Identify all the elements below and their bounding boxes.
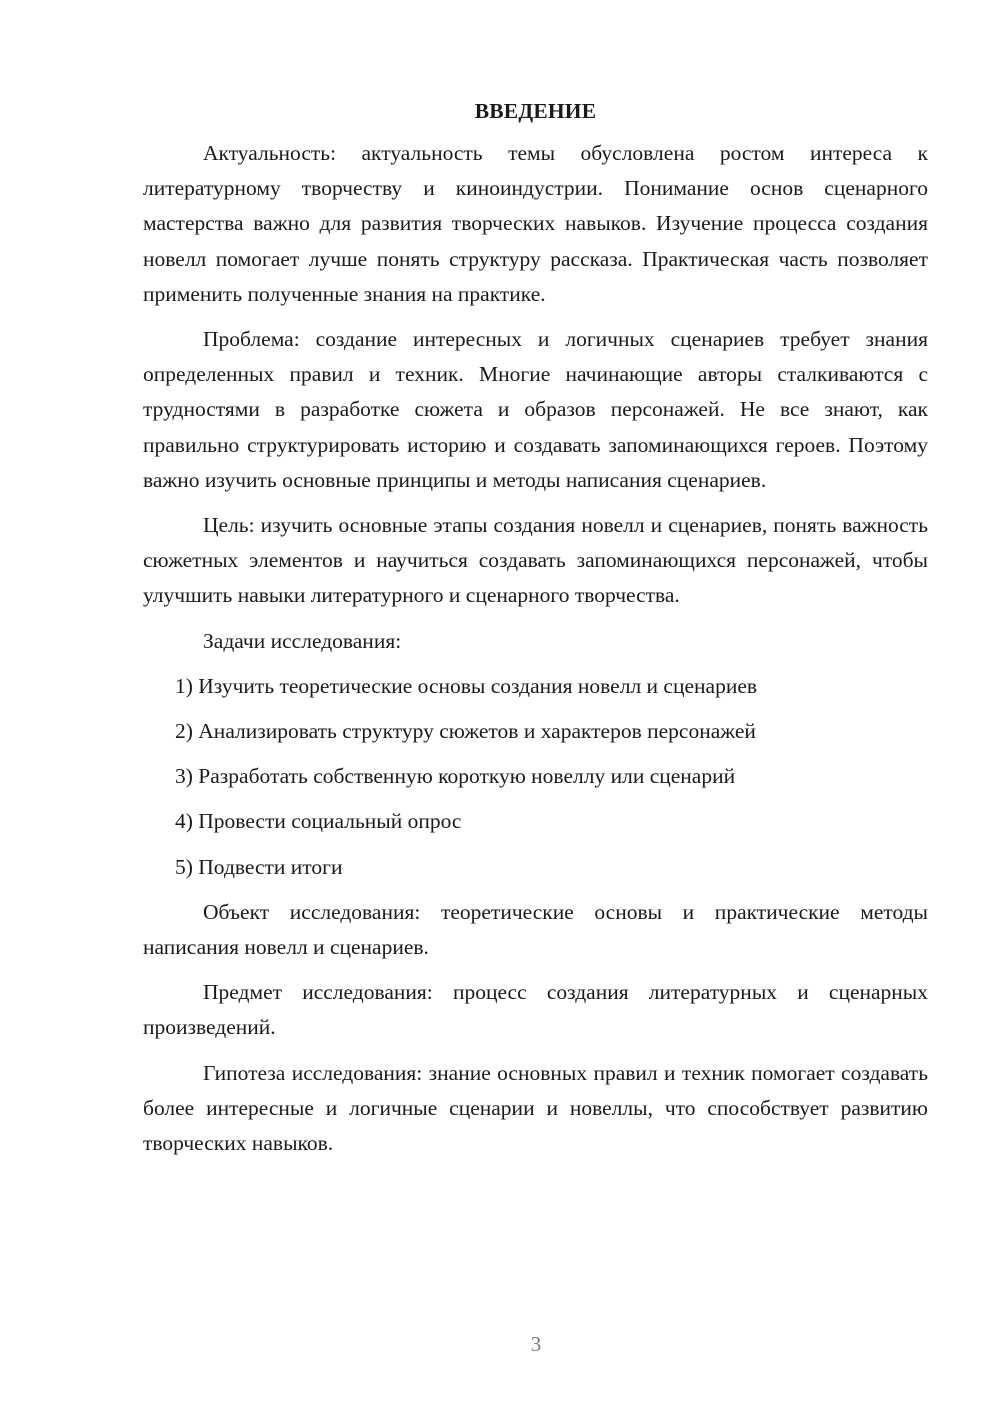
list-item: 4) Провести социальный опрос — [175, 809, 462, 834]
list-item: 1) Изучить теоретические основы создания новелл и сценариев — [175, 673, 758, 698]
page-content — [143, 96, 928, 1171]
paragraph-hypothesis: Гипотеза исследования: знание основных правил и техник помогает создавать более интересные и логичные сценарии и новеллы, что способствует развитию творческих навыков. — [143, 1060, 928, 1156]
list-item: 2) Анализировать структуру сюжетов и характеров персонажей — [175, 719, 756, 744]
page-number: 3 — [530, 1332, 542, 1356]
section-title: ВВЕДЕНИЕ — [474, 99, 597, 123]
paragraph-goal: Цель: изучить основные этапы создания новелл и сценариев, понять важность сюжетных элементов и научиться создавать запоминающихся персонажей, чтобы улучшить навыки литературного и сценарного творчества. — [143, 513, 928, 608]
paragraph-relevance: Актуальность: актуальность темы обусловлена ростом интереса к литературному творчеству и киноиндустрии. Понимание основ сценарного мастерства важно для развития творческих навыков. Изучение процесса создания новелл помогает лучше понять структуру рассказа. Практическая часть позволяет применить полученные знания на практике. — [143, 141, 928, 306]
paragraph-problem: Проблема: создание интересных и логичных сценариев требует знания определенных правил и техник. Многие начинающие авторы сталкиваются с трудностями в разработке сюжета и образов персонажей. Не все знают, как правильно структурировать историю и создавать запоминающихся героев. Поэтому важно изучить основные принципы и методы написания сценариев. — [143, 327, 928, 492]
paragraph-object: Объект исследования: теоретические основы и практические методы написания новелл и сценариев. — [143, 899, 928, 960]
paragraph-subject: Предмет исследования: процесс создания литературных и сценарных произведений. — [143, 980, 928, 1040]
list-item: 5) Подвести итоги — [175, 854, 343, 879]
tasks-heading: Задачи исследования: — [203, 628, 402, 653]
list-item: 3) Разработать собственную короткую новеллу или сценарий — [175, 764, 736, 789]
tasks-list — [143, 669, 928, 885]
